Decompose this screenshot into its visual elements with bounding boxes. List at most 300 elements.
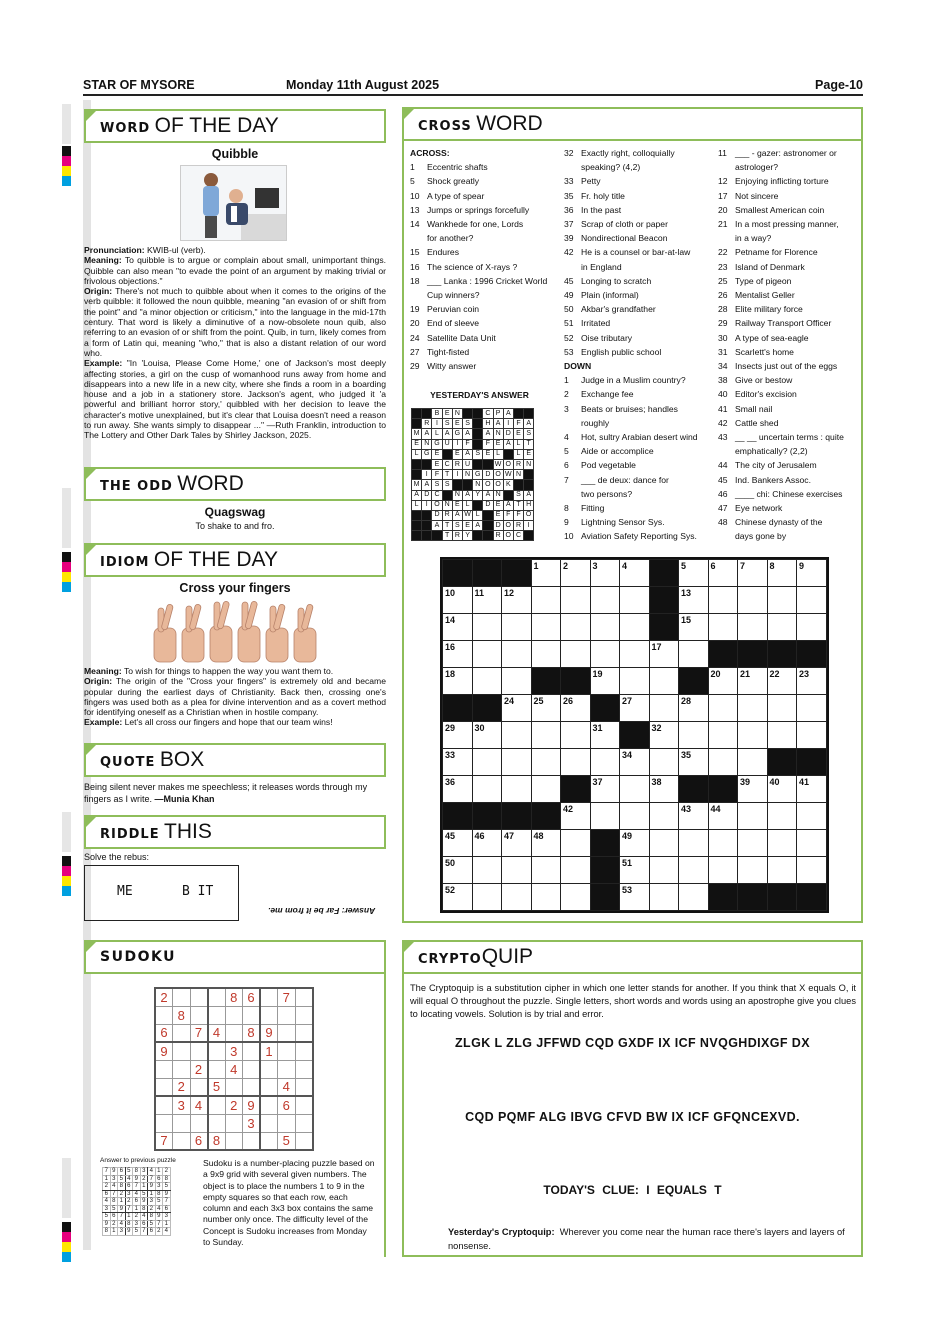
- answer-cell: 8: [133, 1168, 141, 1176]
- answer-cell: A: [473, 521, 483, 531]
- crossword-cell[interactable]: 42: [561, 803, 591, 830]
- sudoku-cell[interactable]: 3: [243, 1114, 261, 1132]
- sudoku-cell[interactable]: [295, 1096, 313, 1114]
- black-square[interactable]: [561, 668, 591, 695]
- crossword-cell[interactable]: 12: [502, 587, 532, 614]
- crossword-cell[interactable]: [708, 857, 738, 884]
- sudoku-cell[interactable]: 2: [155, 988, 173, 1006]
- crossword-cell[interactable]: 28: [679, 695, 709, 722]
- header-small-caps: CRYPTO: [418, 952, 482, 967]
- answer-cell: H: [483, 419, 493, 429]
- answer-cell: M: [412, 480, 422, 490]
- cipher-line-2: CQD PQMF ALG IBVG CFVD BW IX ICF GFQNCEXVD.: [465, 1110, 800, 1124]
- black-square[interactable]: [502, 803, 532, 830]
- sudoku-cell[interactable]: 4: [278, 1078, 296, 1096]
- answer-cell: S: [452, 521, 462, 531]
- crossword-cell[interactable]: [767, 857, 797, 884]
- black-square[interactable]: [649, 587, 679, 614]
- sudoku-cell[interactable]: [278, 1042, 296, 1060]
- sudoku-cell[interactable]: 5: [278, 1132, 296, 1150]
- black-square[interactable]: [590, 695, 620, 722]
- crossword-cell[interactable]: [767, 803, 797, 830]
- crossword-cell[interactable]: [561, 614, 591, 641]
- crossword-cell[interactable]: [649, 830, 679, 857]
- crossword-cell[interactable]: [472, 884, 502, 911]
- crossword-cell[interactable]: [502, 749, 532, 776]
- crossword-cell[interactable]: 19: [590, 668, 620, 695]
- sudoku-cell[interactable]: [243, 1132, 261, 1150]
- sudoku-cell[interactable]: [295, 1042, 313, 1060]
- sudoku-cell[interactable]: [208, 1096, 226, 1114]
- clue: [718, 529, 858, 543]
- black-square[interactable]: [443, 803, 473, 830]
- crossword-cell[interactable]: [797, 722, 827, 749]
- header-small-caps: IDIOM: [100, 555, 150, 570]
- crossword-cell[interactable]: 30: [472, 722, 502, 749]
- sudoku-cell[interactable]: [173, 1042, 191, 1060]
- crossword-cell[interactable]: [797, 803, 827, 830]
- answer-cell: 9: [125, 1228, 133, 1236]
- crossword-cell[interactable]: 45: [443, 830, 473, 857]
- clue-number: 33: [564, 176, 574, 187]
- black-square[interactable]: [767, 641, 797, 668]
- crossword-cell[interactable]: 29: [443, 722, 473, 749]
- crossword-cell[interactable]: [502, 857, 532, 884]
- clue: [410, 260, 560, 274]
- sudoku-cell[interactable]: [295, 1024, 313, 1042]
- sudoku-cell[interactable]: 6: [190, 1132, 208, 1150]
- answer-cell: 7: [118, 1213, 126, 1221]
- sudoku-cell[interactable]: [225, 1078, 243, 1096]
- crossword-cell[interactable]: 40: [767, 776, 797, 803]
- crossword-cell[interactable]: [797, 830, 827, 857]
- crossword-cell[interactable]: 2: [561, 560, 591, 587]
- crossword-cell[interactable]: 13: [679, 587, 709, 614]
- crossword-cell[interactable]: [502, 722, 532, 749]
- crossword-cell[interactable]: [531, 749, 561, 776]
- crossword-cell[interactable]: 35: [679, 749, 709, 776]
- clue-number: 42: [564, 247, 574, 258]
- crossword-cell[interactable]: [738, 722, 768, 749]
- sudoku-cell[interactable]: [225, 1024, 243, 1042]
- crossword-cell[interactable]: 11: [472, 587, 502, 614]
- black-square[interactable]: [472, 695, 502, 722]
- black-square[interactable]: [649, 614, 679, 641]
- sudoku-cell[interactable]: 9: [243, 1096, 261, 1114]
- sudoku-cell[interactable]: 9: [260, 1024, 278, 1042]
- sudoku-cell[interactable]: [260, 1096, 278, 1114]
- sudoku-cell[interactable]: [155, 1096, 173, 1114]
- crossword-cell[interactable]: 18: [443, 668, 473, 695]
- black-square[interactable]: [620, 722, 650, 749]
- crossword-cell[interactable]: [679, 641, 709, 668]
- crossword-cell[interactable]: [738, 695, 768, 722]
- crossword-cell[interactable]: 14: [443, 614, 473, 641]
- crossword-cell[interactable]: 39: [738, 776, 768, 803]
- crossword-cell[interactable]: [620, 587, 650, 614]
- crossword-cell[interactable]: [738, 749, 768, 776]
- answer-cell: N: [493, 429, 503, 439]
- crossword-cell[interactable]: [649, 749, 679, 776]
- crossword-cell[interactable]: [531, 857, 561, 884]
- crossword-cell[interactable]: 4: [620, 560, 650, 587]
- sudoku-cell[interactable]: 4: [225, 1060, 243, 1078]
- sudoku-cell[interactable]: [173, 988, 191, 1006]
- answer-cell: E: [452, 449, 462, 459]
- crossword-cell[interactable]: 23: [797, 668, 827, 695]
- crossword-cell[interactable]: [531, 587, 561, 614]
- sudoku-cell[interactable]: [295, 1078, 313, 1096]
- sudoku-cell[interactable]: 3: [173, 1096, 191, 1114]
- sudoku-cell[interactable]: 4: [190, 1096, 208, 1114]
- answer-cell: 6: [163, 1205, 171, 1213]
- sudoku-cell[interactable]: [243, 1006, 261, 1024]
- crossword-cell[interactable]: [708, 722, 738, 749]
- crossword-cell[interactable]: [502, 668, 532, 695]
- sudoku-cell[interactable]: [243, 1060, 261, 1078]
- black-square[interactable]: [708, 776, 738, 803]
- crossword-cell[interactable]: [620, 641, 650, 668]
- crossword-cell[interactable]: 47: [502, 830, 532, 857]
- crossword-cell[interactable]: [797, 614, 827, 641]
- black-square[interactable]: [590, 830, 620, 857]
- sudoku-cell[interactable]: 8: [173, 1006, 191, 1024]
- sudoku-cell[interactable]: 4: [208, 1024, 226, 1042]
- sudoku-cell[interactable]: [278, 1024, 296, 1042]
- crossword-cell[interactable]: [679, 722, 709, 749]
- crossword-cell[interactable]: 25: [531, 695, 561, 722]
- crossword-cell[interactable]: [708, 749, 738, 776]
- crossword-cell[interactable]: [472, 749, 502, 776]
- black-square[interactable]: [797, 749, 827, 776]
- crossword-cell[interactable]: [531, 722, 561, 749]
- crossword-cell[interactable]: [708, 830, 738, 857]
- crossword-cell[interactable]: [679, 857, 709, 884]
- sudoku-cell[interactable]: [260, 1006, 278, 1024]
- crossword-cell[interactable]: [738, 830, 768, 857]
- crossword-cell[interactable]: 16: [443, 641, 473, 668]
- crossword-cell[interactable]: [649, 668, 679, 695]
- answer-cell: 5: [118, 1175, 126, 1183]
- sudoku-cell[interactable]: [278, 1114, 296, 1132]
- sudoku-cell[interactable]: [243, 1042, 261, 1060]
- crossword-cell[interactable]: 21: [738, 668, 768, 695]
- sudoku-cell[interactable]: 7: [190, 1024, 208, 1042]
- crossword-cell[interactable]: 38: [649, 776, 679, 803]
- crossword-cell[interactable]: [590, 803, 620, 830]
- crossword-cell[interactable]: 48: [531, 830, 561, 857]
- sudoku-cell[interactable]: [173, 1132, 191, 1150]
- clue-text: Hot, sultry Arabian desert wind: [581, 432, 698, 443]
- sudoku-cell[interactable]: [190, 988, 208, 1006]
- crossword-cell[interactable]: 34: [620, 749, 650, 776]
- clue: [718, 501, 858, 515]
- crossword-cell[interactable]: 33: [443, 749, 473, 776]
- sudoku-cell[interactable]: 5: [208, 1078, 226, 1096]
- crossword-cell[interactable]: [531, 641, 561, 668]
- sudoku-cell[interactable]: [260, 1078, 278, 1096]
- crossword-grid[interactable]: [440, 557, 829, 913]
- crossword-cell[interactable]: [767, 614, 797, 641]
- registration-mark: [62, 1252, 71, 1262]
- crossword-cell[interactable]: 5: [679, 560, 709, 587]
- crossword-cell[interactable]: [590, 587, 620, 614]
- answer-cell: F: [483, 439, 493, 449]
- crossword-cell[interactable]: 27: [620, 695, 650, 722]
- crossword-cell[interactable]: 37: [590, 776, 620, 803]
- crossword-cell[interactable]: [679, 830, 709, 857]
- crossword-cell[interactable]: 43: [679, 803, 709, 830]
- answer-cell: L: [412, 500, 422, 510]
- pronunciation: KWIB-ul (verb).: [147, 245, 206, 255]
- crossword-cell[interactable]: 22: [767, 668, 797, 695]
- crossword-cell[interactable]: 44: [708, 803, 738, 830]
- sudoku-cell[interactable]: [155, 1114, 173, 1132]
- crossword-cell[interactable]: 17: [649, 641, 679, 668]
- sudoku-cell[interactable]: [173, 1024, 191, 1042]
- sudoku-cell[interactable]: 7: [278, 988, 296, 1006]
- sudoku-cell[interactable]: [260, 1132, 278, 1150]
- sudoku-cell[interactable]: [208, 1042, 226, 1060]
- crossword-cell[interactable]: [738, 803, 768, 830]
- crossword-cell[interactable]: [620, 668, 650, 695]
- clue-number: 53: [564, 346, 574, 357]
- crossword-cell[interactable]: [590, 614, 620, 641]
- black-square[interactable]: [472, 560, 502, 587]
- crossword-cell[interactable]: [531, 776, 561, 803]
- black-square[interactable]: [797, 884, 827, 911]
- black-square[interactable]: [679, 668, 709, 695]
- sudoku-cell[interactable]: [243, 1078, 261, 1096]
- crossword-cell[interactable]: [797, 695, 827, 722]
- crossword-cell[interactable]: [561, 722, 591, 749]
- black-square[interactable]: [767, 884, 797, 911]
- black-square[interactable]: [590, 857, 620, 884]
- sudoku-cell[interactable]: 2: [190, 1060, 208, 1078]
- crossword-cell[interactable]: 41: [797, 776, 827, 803]
- sudoku-cell[interactable]: [278, 1006, 296, 1024]
- answer-cell: C: [442, 459, 452, 469]
- crossword-cell[interactable]: 20: [708, 668, 738, 695]
- sudoku-cell[interactable]: 8: [208, 1132, 226, 1150]
- crossword-cell[interactable]: 8: [767, 560, 797, 587]
- crossword-cell[interactable]: [561, 749, 591, 776]
- crossword-cell[interactable]: 36: [443, 776, 473, 803]
- crossword-cell[interactable]: 32: [649, 722, 679, 749]
- crossword-cell[interactable]: [472, 668, 502, 695]
- crossword-cell[interactable]: [561, 587, 591, 614]
- clue: [564, 160, 714, 174]
- sudoku-cell[interactable]: [295, 1114, 313, 1132]
- crossword-cell[interactable]: [708, 695, 738, 722]
- crossword-cell[interactable]: [738, 587, 768, 614]
- black-square[interactable]: [443, 695, 473, 722]
- answer-cell: 5: [125, 1168, 133, 1176]
- black-square[interactable]: [472, 803, 502, 830]
- sudoku-cell[interactable]: [155, 1006, 173, 1024]
- answer-cell: 1: [163, 1220, 171, 1228]
- black-square: [412, 419, 422, 429]
- crossword-cell[interactable]: 3: [590, 560, 620, 587]
- sudoku-cell[interactable]: 9: [155, 1042, 173, 1060]
- clue-number: 7: [564, 474, 569, 485]
- black-square[interactable]: [738, 641, 768, 668]
- sudoku-cell[interactable]: [173, 1114, 191, 1132]
- sudoku-cell[interactable]: [295, 1132, 313, 1150]
- crossword-cell[interactable]: [649, 695, 679, 722]
- clue-number: 50: [564, 304, 574, 315]
- crossword-cell[interactable]: [502, 641, 532, 668]
- black-square[interactable]: [738, 884, 768, 911]
- sudoku-cell[interactable]: [208, 988, 226, 1006]
- crossword-cell[interactable]: 46: [472, 830, 502, 857]
- sudoku-cell[interactable]: [278, 1060, 296, 1078]
- crossword-cell[interactable]: [649, 884, 679, 911]
- crossword-cell[interactable]: [767, 830, 797, 857]
- sudoku-cell[interactable]: 1: [260, 1042, 278, 1060]
- sudoku-cell[interactable]: [260, 988, 278, 1006]
- sudoku-cell[interactable]: 8: [225, 988, 243, 1006]
- crossword-cell[interactable]: [561, 884, 591, 911]
- sudoku-cell[interactable]: [295, 1006, 313, 1024]
- clue-number: 36: [564, 204, 574, 215]
- sudoku-cell[interactable]: 3: [225, 1042, 243, 1060]
- crossword-cell[interactable]: 50: [443, 857, 473, 884]
- sudoku-cell[interactable]: [208, 1114, 226, 1132]
- crossword-cell[interactable]: 51: [620, 857, 650, 884]
- sudoku-cell[interactable]: 8: [243, 1024, 261, 1042]
- crossword-cell[interactable]: 9: [797, 560, 827, 587]
- sudoku-cell[interactable]: 6: [278, 1096, 296, 1114]
- crossword-cell[interactable]: [738, 857, 768, 884]
- black-square[interactable]: [797, 641, 827, 668]
- answer-cell: 2: [140, 1175, 148, 1183]
- crossword-cell[interactable]: [531, 614, 561, 641]
- sudoku-cell[interactable]: [155, 1060, 173, 1078]
- clue-number: 14: [410, 219, 420, 230]
- crossword-cell[interactable]: [620, 776, 650, 803]
- sudoku-cell[interactable]: [208, 1006, 226, 1024]
- crossword-cell[interactable]: [620, 614, 650, 641]
- black-square[interactable]: [502, 560, 532, 587]
- black-square[interactable]: [531, 668, 561, 695]
- crossword-cell[interactable]: [561, 641, 591, 668]
- clue-text: Chinese dynasty of the: [735, 517, 823, 528]
- crossword-cell[interactable]: [620, 803, 650, 830]
- sudoku-cell[interactable]: [190, 1042, 208, 1060]
- crossword-cell[interactable]: [472, 641, 502, 668]
- crossword-cell[interactable]: [767, 722, 797, 749]
- sudoku-cell[interactable]: 6: [243, 988, 261, 1006]
- crossword-cell[interactable]: [649, 803, 679, 830]
- crossword-cell[interactable]: 31: [590, 722, 620, 749]
- sudoku-cell[interactable]: [295, 988, 313, 1006]
- crossword-cell[interactable]: [472, 776, 502, 803]
- sudoku-cell[interactable]: [190, 1006, 208, 1024]
- sudoku-cell[interactable]: [173, 1060, 191, 1078]
- crossword-cell[interactable]: [472, 857, 502, 884]
- crossword-cell[interactable]: [797, 857, 827, 884]
- sudoku-cell[interactable]: [208, 1060, 226, 1078]
- crossword-cell[interactable]: [561, 830, 591, 857]
- crossword-cell[interactable]: [590, 641, 620, 668]
- crossword-cell[interactable]: [531, 884, 561, 911]
- crossword-cell[interactable]: 52: [443, 884, 473, 911]
- sudoku-cell[interactable]: [225, 1114, 243, 1132]
- black-square[interactable]: [708, 884, 738, 911]
- crossword-cell[interactable]: [708, 587, 738, 614]
- black-square[interactable]: [767, 749, 797, 776]
- sudoku-cell[interactable]: [225, 1006, 243, 1024]
- clue: [564, 217, 714, 231]
- crossword-cell[interactable]: 49: [620, 830, 650, 857]
- black-square[interactable]: [531, 803, 561, 830]
- clue-number: 20: [410, 318, 420, 329]
- black-square[interactable]: [679, 776, 709, 803]
- black-square[interactable]: [590, 884, 620, 911]
- label: Meaning:: [84, 255, 122, 266]
- sudoku-cell[interactable]: [190, 1078, 208, 1096]
- sudoku-cell[interactable]: 2: [173, 1078, 191, 1096]
- crossword-cell[interactable]: [472, 614, 502, 641]
- sudoku-cell[interactable]: [225, 1132, 243, 1150]
- crossword-cell[interactable]: 53: [620, 884, 650, 911]
- sudoku-cell[interactable]: [155, 1078, 173, 1096]
- clue-text: In the past: [581, 204, 622, 215]
- crossword-cell[interactable]: 1: [531, 560, 561, 587]
- crossword-cell[interactable]: [649, 857, 679, 884]
- sudoku-cell[interactable]: [295, 1060, 313, 1078]
- crossword-cell[interactable]: 10: [443, 587, 473, 614]
- header-small-caps: SUDOKU: [100, 949, 176, 965]
- clue: [564, 402, 714, 416]
- sudoku-cell[interactable]: 2: [225, 1096, 243, 1114]
- crossword-cell[interactable]: [502, 614, 532, 641]
- clue-text: Island of Denmark: [735, 261, 805, 272]
- crossword-cell[interactable]: [561, 857, 591, 884]
- crossword-cell[interactable]: [738, 614, 768, 641]
- crossword-cell[interactable]: [767, 587, 797, 614]
- crossword-cell[interactable]: [502, 776, 532, 803]
- sudoku-cell[interactable]: 7: [155, 1132, 173, 1150]
- sudoku-cell[interactable]: 6: [155, 1024, 173, 1042]
- crossword-cell[interactable]: [708, 614, 738, 641]
- black-square[interactable]: [443, 560, 473, 587]
- black-square[interactable]: [649, 560, 679, 587]
- crossword-cell[interactable]: [590, 749, 620, 776]
- crossword-cell[interactable]: [797, 587, 827, 614]
- crossword-cell[interactable]: 7: [738, 560, 768, 587]
- crossword-cell[interactable]: [502, 884, 532, 911]
- black-square[interactable]: [561, 776, 591, 803]
- answer-cell: L: [412, 449, 422, 459]
- black-square[interactable]: [708, 641, 738, 668]
- sudoku-cell[interactable]: [260, 1114, 278, 1132]
- clue-number: 37: [564, 219, 574, 230]
- crossword-cell[interactable]: [679, 884, 709, 911]
- crossword-cell[interactable]: [767, 695, 797, 722]
- crossword-cell[interactable]: 15: [679, 614, 709, 641]
- sudoku-grid[interactable]: [154, 987, 314, 1151]
- crossword-cell[interactable]: 26: [561, 695, 591, 722]
- answer-cell: R: [452, 531, 462, 541]
- crossword-cell[interactable]: 24: [502, 695, 532, 722]
- clue-number: 16: [410, 261, 420, 272]
- crossword-cell[interactable]: 6: [708, 560, 738, 587]
- sudoku-cell[interactable]: [260, 1060, 278, 1078]
- sudoku-cell[interactable]: [190, 1114, 208, 1132]
- black-square: [462, 409, 472, 419]
